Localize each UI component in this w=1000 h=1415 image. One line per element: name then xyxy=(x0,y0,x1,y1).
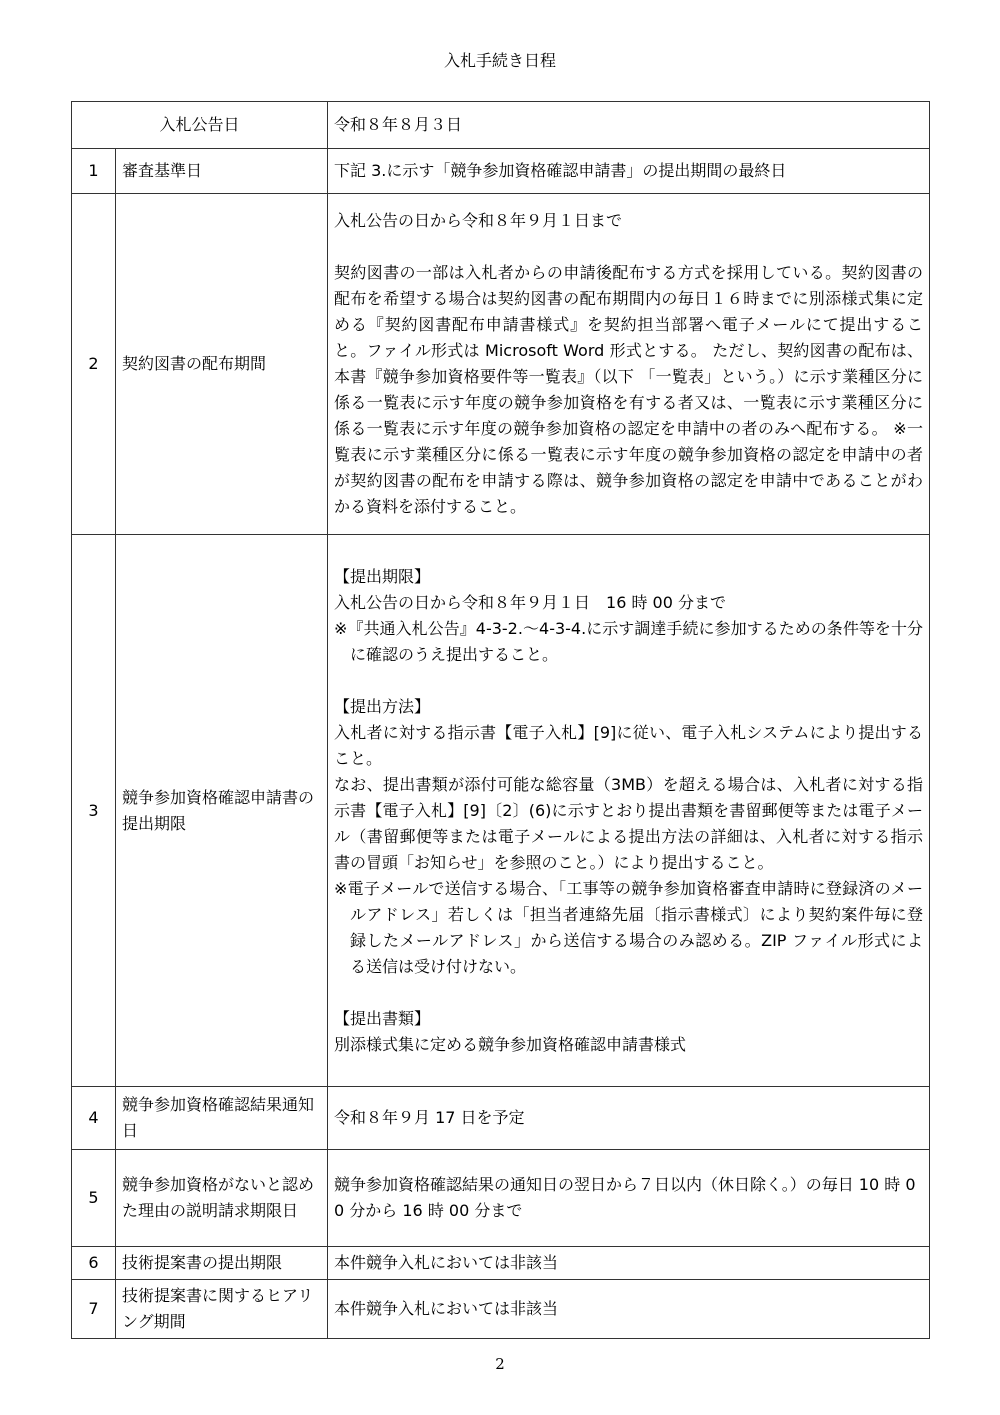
row-number: 1 xyxy=(72,149,116,194)
schedule-table xyxy=(71,101,930,1339)
row-number: 5 xyxy=(72,1150,116,1247)
row-content: 競争参加資格確認結果の通知日の翌日から７日以内（休日除く。）の毎日 10 時 00 分から 16 時 00 分まで xyxy=(328,1150,930,1247)
method-note: ※電子メールで送信する場合、「工事等の競争参加資格審査申請時に登録済のメールアドレス」若しくは「担当者連絡先届〔指示書様式〕により契約案件毎に登録したメールアドレス」から送信する場合のみ認める。ZIP ファイル形式による送信は受け付けない。 xyxy=(334,878,924,976)
row-number: 3 xyxy=(72,535,116,1087)
table-row xyxy=(72,535,930,1087)
row-label: 技術提案書に関するヒアリング期間 xyxy=(116,1280,328,1339)
row-content xyxy=(328,535,930,1087)
announcement-date-label: 入札公告日 xyxy=(72,102,328,149)
table-row xyxy=(72,149,930,194)
row-content: 本件競争入札においては非該当 xyxy=(328,1247,930,1280)
section-heading: 【提出期限】 xyxy=(334,566,431,586)
method-text: なお、提出書類が添付可能な総容量（3MB）を超える場合は、入札者に対する指示書【電子入札】[9]〔2〕(6)に示すとおり提出書類を書留郵便等または電子メール（書留郵便等または電子メールによる提出方法の詳細は、入札者に対する指示書の冒頭「お知らせ」を参照のこと。）により提出すること。 xyxy=(334,774,924,872)
row-content: 下記 3.に示す「競争参加資格確認申請書」の提出期間の最終日 xyxy=(328,149,930,194)
row-label: 競争参加資格がないと認めた理由の説明請求期限日 xyxy=(116,1150,328,1247)
distribution-details: 契約図書の一部は入札者からの申請後配布する方式を採用している。契約図書の配布を希望する場合は契約図書の配布期間内の毎日１６時までに別添様式集に定める『契約図書配布申請書様式』を契約担当部署へ電子メールにて提出すること。ファイル形式は Microsoft Word 形式とする。 ただし、契約図書の配布は、本書『競争参加資格要件等一覧表』（以下 「一覧表」という。）に示す業種区分に係る一覧表に示す年度の競争参加資格を有する者又は、一覧表に示す業種区分に係る一覧表に示す年度の競争参加資格の認定を申請中の者のみへ配布する。 ※一覧表に示す業種区分に係る一覧表に示す年度の競争参加資格の認定を申請中の者が契約図書の配布を申請する際は、競争参加資格の認定を申請中であることがわかる資料を添付すること。 xyxy=(334,263,924,516)
table-row xyxy=(72,1150,930,1247)
row-number: 6 xyxy=(72,1247,116,1280)
table-row xyxy=(72,194,930,535)
table-row xyxy=(72,1280,930,1339)
deadline-text: 入札公告の日から令和８年９月１日 16 時 00 分まで xyxy=(334,592,726,612)
row-content xyxy=(328,194,930,535)
table-row xyxy=(72,102,930,149)
row-label: 技術提案書の提出期限 xyxy=(116,1247,328,1280)
section-heading: 【提出書類】 xyxy=(334,1008,431,1028)
documents-text: 別添様式集に定める競争参加資格確認申請書様式 xyxy=(334,1034,687,1054)
table-row xyxy=(72,1247,930,1280)
row-number: 2 xyxy=(72,194,116,535)
row-content: 令和８年９月 17 日を予定 xyxy=(328,1087,930,1150)
method-text: 入札者に対する指示書【電子入札】[9]に従い、電子入札システムにより提出すること。 xyxy=(334,722,924,768)
row-label: 競争参加資格確認結果通知日 xyxy=(116,1087,328,1150)
row-content: 本件競争入札においては非該当 xyxy=(328,1280,930,1339)
row-number: 4 xyxy=(72,1087,116,1150)
row-label: 契約図書の配布期間 xyxy=(116,194,328,535)
announcement-date-value: 令和８年８月３日 xyxy=(328,102,930,149)
deadline-note: ※『共通入札公告』4-3-2.～4-3-4.に示す調達手続に参加するための条件等を十分に確認のうえ提出すること。 xyxy=(334,618,924,664)
section-heading: 【提出方法】 xyxy=(334,696,431,716)
page-number: 2 xyxy=(495,1355,505,1373)
row-label: 審査基準日 xyxy=(116,149,328,194)
row-number: 7 xyxy=(72,1280,116,1339)
distribution-period: 入札公告の日から令和８年９月１日まで xyxy=(334,211,623,230)
document-title: 入札手続き日程 xyxy=(443,51,556,70)
table-row xyxy=(72,1087,930,1150)
row-label: 競争参加資格確認申請書の提出期限 xyxy=(116,535,328,1087)
